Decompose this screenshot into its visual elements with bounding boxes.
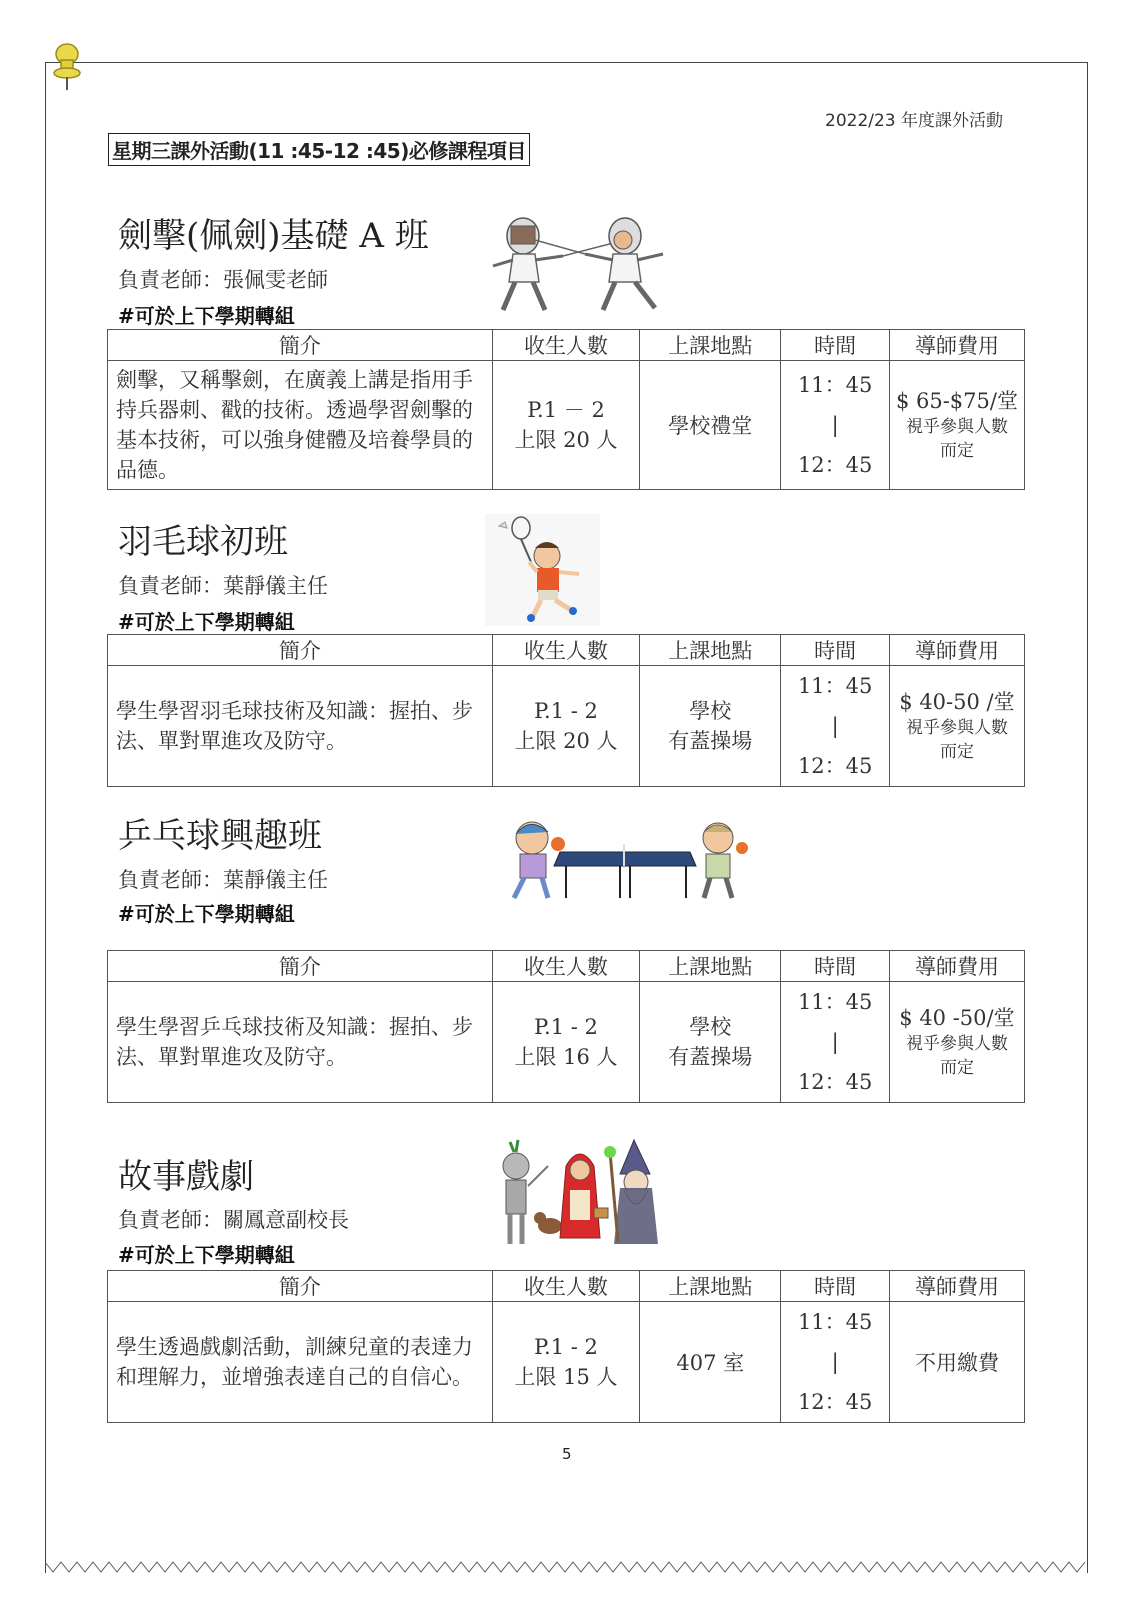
- fee-note: 視乎參與人數: [905, 718, 1008, 738]
- time-cell: [781, 666, 889, 787]
- header-enrollment: 收生人數: [492, 1271, 639, 1302]
- header-intro: 簡介: [108, 951, 493, 982]
- header-location: 上課地點: [640, 330, 781, 361]
- header-time: 時間: [781, 635, 889, 666]
- fee-amount: $ 40-50 /堂: [899, 690, 1015, 714]
- torn-edge: [45, 1560, 1087, 1574]
- fencing-illustration: [485, 210, 685, 320]
- location-cell: [640, 666, 781, 787]
- table-row: [108, 982, 1025, 1103]
- location-cell: [640, 982, 781, 1103]
- location-line-1: 學校: [689, 1015, 732, 1039]
- badminton-illustration: [485, 514, 600, 626]
- header-time: 時間: [781, 330, 889, 361]
- table-tennis-illustration: [500, 814, 755, 904]
- header-time: 時間: [781, 1271, 889, 1302]
- page-number: 5: [562, 1445, 572, 1463]
- header-enrollment: 收生人數: [492, 330, 639, 361]
- fee-note: 視乎參與人數: [905, 417, 1008, 437]
- table-header-row: [108, 330, 1025, 361]
- header-time: 時間: [781, 951, 889, 982]
- course-table-table-tennis: [107, 950, 1025, 1103]
- header-enrollment: 收生人數: [492, 951, 639, 982]
- location-line-1: 學校: [689, 699, 732, 723]
- course-intro: 學生透過戲劇活動，訓練兒童的表達力和理解力，並增強表達自己的自信心。: [108, 1302, 493, 1423]
- fee-cell: 不用繳費: [889, 1302, 1024, 1423]
- teacher-badminton: 負責老師：葉靜儀主任: [118, 574, 328, 598]
- teacher-table-tennis: 負責老師：葉靜儀主任: [118, 868, 328, 892]
- enrollment-cell: [492, 666, 639, 787]
- time-start: 11：45: [797, 674, 873, 698]
- course-intro: 學生學習羽毛球技術及知識：握拍、步法、單對單進攻及防守。: [108, 666, 493, 787]
- grade-range: P.1 - 2: [534, 1335, 598, 1359]
- time-end: 12：45: [797, 754, 873, 778]
- course-table-drama: [107, 1270, 1025, 1423]
- time-separator: |: [831, 1350, 839, 1374]
- location-line-2: 有蓋操場: [668, 1045, 753, 1069]
- time-start: 11：45: [797, 990, 873, 1014]
- time-start: 11：45: [797, 1310, 873, 1334]
- table-row: [108, 666, 1025, 787]
- table-row: [108, 1302, 1025, 1423]
- enrollment-cell: [492, 982, 639, 1103]
- header-fee: 導師費用: [889, 1271, 1024, 1302]
- fee-amount: $ 65-$75/堂: [895, 389, 1018, 413]
- fee-cell: [889, 982, 1024, 1103]
- transfer-note-badminton: #可於上下學期轉組: [118, 610, 295, 634]
- time-separator: |: [831, 413, 839, 437]
- header-fee: 導師費用: [889, 330, 1024, 361]
- enrollment-limit: 上限 20 人: [514, 428, 618, 452]
- drama-illustration: [500, 1138, 665, 1252]
- time-cell: [781, 361, 889, 490]
- header-intro: 簡介: [108, 635, 493, 666]
- header-enrollment: 收生人數: [492, 635, 639, 666]
- teacher-fencing: 負責老師：張佩雯老師: [118, 268, 328, 292]
- table-header-row: [108, 1271, 1025, 1302]
- header-intro: 簡介: [108, 1271, 493, 1302]
- time-cell: [781, 1302, 889, 1423]
- header-location: 上課地點: [640, 1271, 781, 1302]
- academic-year-label: 2022/23 年度課外活動: [825, 111, 1004, 131]
- course-intro: 劍擊，又稱擊劍，在廣義上講是指用手持兵器刺、戳的技術。透過學習劍擊的基本技術，可以強身健體及培養學員的品德。: [108, 361, 493, 490]
- course-table-fencing: [107, 329, 1025, 490]
- pushpin-icon: [50, 42, 84, 92]
- table-header-row: [108, 951, 1025, 982]
- fee-cell: [889, 666, 1024, 787]
- header-location: 上課地點: [640, 635, 781, 666]
- enrollment-limit: 上限 16 人: [514, 1045, 618, 1069]
- course-title-drama: 故事戲劇: [118, 1157, 254, 1197]
- grade-range: P.1 － 2: [527, 398, 605, 422]
- header-location: 上課地點: [640, 951, 781, 982]
- transfer-note-fencing: #可於上下學期轉組: [118, 304, 295, 328]
- time-cell: [781, 982, 889, 1103]
- time-end: 12：45: [797, 1070, 873, 1094]
- time-end: 12：45: [797, 453, 873, 477]
- fee-note-2: 而定: [939, 742, 974, 762]
- fee-note-2: 而定: [939, 1058, 974, 1078]
- course-title-table-tennis: 乒乓球興趣班: [118, 816, 322, 856]
- fee-note-2: 而定: [939, 441, 974, 461]
- time-end: 12：45: [797, 1390, 873, 1414]
- header-fee: 導師費用: [889, 951, 1024, 982]
- time-separator: |: [831, 714, 839, 738]
- enrollment-cell: [492, 361, 639, 490]
- fee-amount: $ 40 -50/堂: [899, 1006, 1015, 1030]
- table-row: [108, 361, 1025, 490]
- grade-range: P.1 - 2: [534, 1015, 598, 1039]
- time-start: 11：45: [797, 373, 873, 397]
- enrollment-cell: [492, 1302, 639, 1423]
- page-title: 星期三課外活動(11 :45-12 :45)必修課程項目: [108, 133, 530, 166]
- grade-range: P.1 - 2: [534, 699, 598, 723]
- header-intro: 簡介: [108, 330, 493, 361]
- location-line-2: 有蓋操場: [668, 729, 753, 753]
- teacher-drama: 負責老師：關鳳意副校長: [118, 1208, 349, 1232]
- location-cell: 407 室: [640, 1302, 781, 1423]
- transfer-note-table-tennis: #可於上下學期轉組: [118, 902, 295, 926]
- fee-cell: [889, 361, 1024, 490]
- course-title-badminton: 羽毛球初班: [118, 522, 288, 562]
- table-header-row: [108, 635, 1025, 666]
- location-cell: 學校禮堂: [640, 361, 781, 490]
- course-title-fencing: 劍擊(佩劍)基礎 A 班: [118, 216, 429, 256]
- header-fee: 導師費用: [889, 635, 1024, 666]
- time-separator: |: [831, 1030, 839, 1054]
- transfer-note-drama: #可於上下學期轉組: [118, 1243, 295, 1267]
- enrollment-limit: 上限 15 人: [514, 1365, 618, 1389]
- course-table-badminton: [107, 634, 1025, 787]
- enrollment-limit: 上限 20 人: [514, 729, 618, 753]
- fee-note: 視乎參與人數: [905, 1034, 1008, 1054]
- course-intro: 學生學習乒乓球技術及知識：握拍、步法、單對單進攻及防守。: [108, 982, 493, 1103]
